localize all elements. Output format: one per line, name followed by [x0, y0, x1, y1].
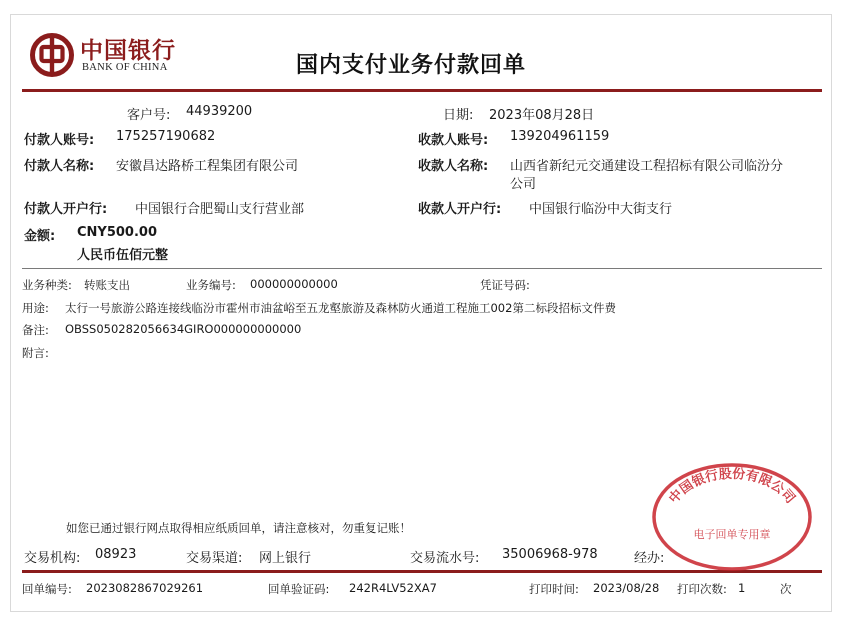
svg-text:中国银行股份有限公司: [666, 466, 799, 507]
purpose-value: 太行一号旅游公路连接线临汾市霍州市油盆峪至五龙壑旅游及森林防火通道工程施工002第二标段招标文件费: [65, 301, 616, 315]
header-divider: [22, 89, 822, 92]
print-time-value: 2023/08/28: [593, 581, 660, 595]
payee-account-label: 收款人账号:: [418, 133, 489, 148]
section-divider: [22, 268, 822, 269]
print-time-label: 打印时间:: [529, 582, 579, 596]
bank-name-en: BANK OF CHINA: [82, 62, 168, 73]
payer-name-value: 安徽昌达路桥工程集团有限公司: [116, 159, 299, 174]
purpose-label: 用途:: [22, 301, 49, 315]
seal-top-text: 中国银行股份有限公司: [666, 466, 798, 507]
customer-no-value: 44939200: [186, 104, 253, 119]
date-label: 日期:: [443, 108, 474, 123]
amount-in-words: 人民币伍佰元整: [77, 248, 169, 263]
payee-bank-value: 中国银行临汾中大街支行: [529, 202, 673, 217]
payer-bank-label: 付款人开户行:: [24, 202, 108, 217]
electronic-receipt-seal: [650, 462, 814, 572]
payer-bank-value: 中国银行合肥蜀山支行营业部: [135, 202, 305, 217]
transaction-org-value: 08923: [95, 547, 137, 562]
payee-name-line1: 山西省新纪元交通建设工程招标有限公司临汾分: [510, 159, 784, 174]
amount-value: CNY500.00: [77, 225, 157, 240]
business-type-value: 转账支出: [84, 278, 130, 292]
handler-label: 经办:: [634, 551, 665, 566]
print-count-value: 1: [738, 581, 746, 595]
payee-name-label: 收款人名称:: [418, 159, 489, 174]
bank-logo: [30, 33, 180, 79]
duplicate-notice: 如您已通过银行网点取得相应纸质回单，请注意核对，勿重复记账！: [66, 521, 411, 535]
date-value: 2023年08月28日: [489, 108, 595, 123]
remark-value: OBSS050282056634GIRO000000000000: [65, 322, 302, 336]
verify-code-label: 回单验证码:: [268, 582, 330, 596]
verify-code-value: 242R4LV52XA7: [349, 581, 437, 595]
transaction-serial-value: 35006968-978: [502, 547, 598, 562]
transaction-channel-label: 交易渠道:: [186, 551, 243, 566]
print-count-label: 打印次数:: [677, 582, 727, 596]
payee-bank-label: 收款人开户行:: [418, 202, 502, 217]
receipt-no-value: 2023082867029261: [86, 581, 204, 595]
seal-center-text: 电子回单专用章: [693, 528, 771, 541]
remark-label: 备注:: [22, 323, 49, 337]
business-no-label: 业务编号:: [186, 278, 236, 292]
business-no-value: 000000000000: [250, 277, 338, 291]
amount-label: 金额:: [24, 229, 56, 244]
bank-of-china-emblem-icon: [30, 33, 74, 77]
print-count-unit: 次: [780, 582, 792, 596]
payer-name-label: 付款人名称:: [24, 159, 95, 174]
transaction-org-label: 交易机构:: [24, 551, 81, 566]
business-type-label: 业务种类:: [22, 278, 72, 292]
payee-account-value: 139204961159: [510, 129, 610, 144]
customer-no-label: 客户号:: [127, 108, 171, 123]
voucher-no-label: 凭证号码:: [480, 278, 530, 292]
transaction-serial-label: 交易流水号:: [410, 551, 480, 566]
receipt-no-label: 回单编号:: [22, 582, 72, 596]
payer-account-label: 付款人账号:: [24, 133, 95, 148]
page-title: 国内支付业务付款回单: [296, 53, 527, 78]
attachment-label: 附言:: [22, 346, 49, 360]
payer-account-value: 175257190682: [116, 129, 216, 144]
transaction-channel-value: 网上银行: [259, 551, 312, 566]
payee-name-line2: 公司: [510, 177, 537, 192]
bank-name-cn: 中国银行: [80, 37, 176, 64]
